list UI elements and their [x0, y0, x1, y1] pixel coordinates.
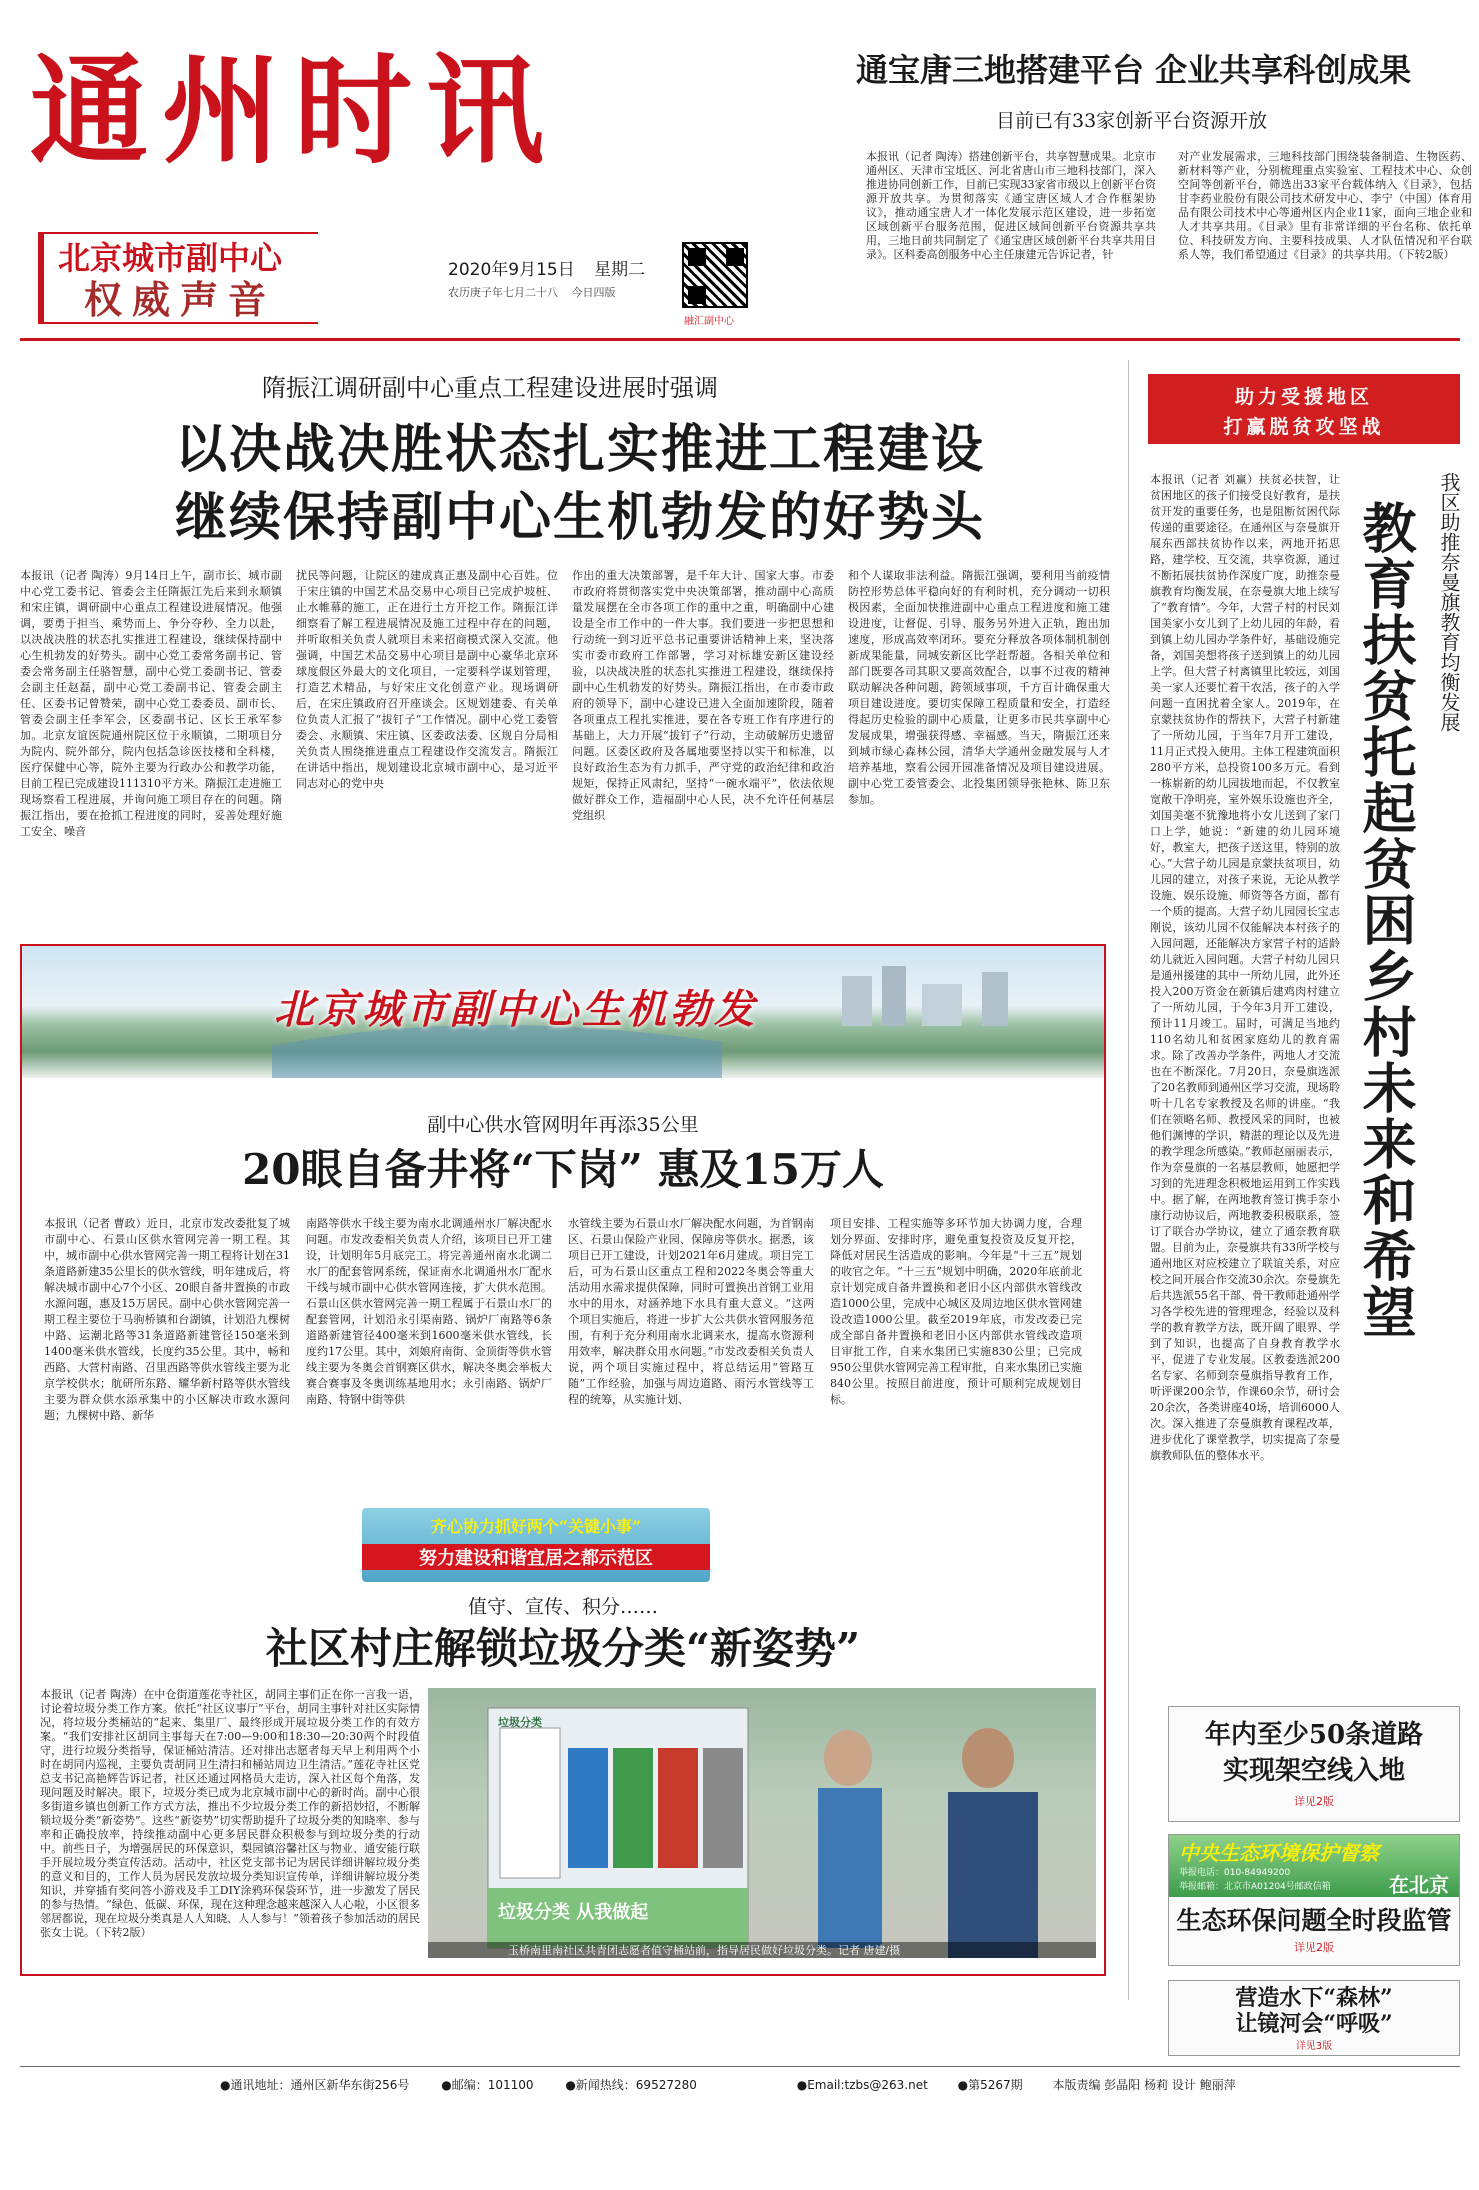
qr-caption: 融汇副中心 [684, 316, 734, 327]
teaser2-phone: 举报电话：010-84949200 [1179, 1868, 1291, 1878]
teaser2-ref: 详见2版 [1294, 1941, 1334, 1954]
footer-rule [20, 2066, 1460, 2067]
teaser-box-3[interactable] [1168, 1980, 1460, 2056]
teaser1-title: 年内至少50条道路实现架空线入地 [1204, 1720, 1424, 1786]
teaser2-mail: 举报邮箱：北京市A01204号邮政信箱 [1179, 1882, 1331, 1892]
banner1-col2: 南路等供水干线主要为南水北调通州水厂解决配水问题。市发改委相关负责人介绍，该项目已开工建设，计划明年5月底完工。将完善通州南水北调二水厂的配套管网系统，保证南水北调通州水厂配水干线与城市副中心供水管网连接，扩大供水范围。石景山区供水管网完善一期工程属于石景山水厂的配套管网，计划沿永引渠南路、锅炉厂南路等6条道路新建管径400毫米到1600毫米供水管线，长度约17公里。其中，刘娘府南街、金顶街等供水管线主要为冬奥会首钢赛区供水，解决冬奥会举板大赛合赛事及冬奥训练基地用水；永引南路、锅炉厂南路、特钢中街等供 [306, 1217, 552, 1406]
banner2-line2: 努力建设和谐宜居之都示范区 [362, 1544, 710, 1570]
footer-address: ●通讯地址：通州区新华东街256号 [220, 2078, 410, 2092]
photo-caption: 玉桥南里南社区共青团志愿者值守桶站前，指导居民做好垃圾分类。记者 唐建/摄 [428, 1942, 1096, 1958]
banner1-kicker: 副中心供水管网明年再添35公里 [427, 1114, 699, 1136]
lead-headline-line1: 以决战决胜状态扎实推进工程建设 [174, 419, 985, 480]
footer-email: ●Email:tzbs@263.net [796, 2078, 928, 2092]
right-body: 本报讯（记者 刘赢）扶贫必扶智，让贫困地区的孩子们接受良好教育，是扶贫开发的重要任务，也是阻断贫困代际传递的重要途径。在通州区与奈曼旗开展东西部扶贫协作以来，两地开拓思路，建学校、互交流，共享资源，通过不断拓展扶贫协作深度广度，助推奈曼旗教育均衡发展，在奈曼旗大地上续写了“教育情”。今年，大营子村的村民刘国美家小女儿到了上幼儿园的年龄，看到镇上幼儿园办学条件好，基础设施完备，刘国美想将孩子送到镇上的幼儿园上学。但大营子村离镇里比较远，刘国美一家人还要忙着干农活，孩子的入学问题一直困扰着全家人。2019年，在京蒙扶贫协作的帮扶下，大营子村新建了一所幼儿园，于当年7月开工建设，11月正式投入使用。主体工程建筑面积280平方米，总投资100多万元。看到一栋崭新的幼儿园拔地而起，不仅教室宽敞干净明亮，室外娱乐设施也齐全，刘国美毫不犹豫地将小女儿送到了家门口上学，她说：“新建的幼儿园环境好，教室大，把孩子送这里，特别的放心。”大营子幼儿园是京蒙扶贫项目，幼儿园的建立，对孩子来说，无论从教学设施、娱乐设施、师资等各方面，都有一个质的提高。大营子幼儿园园长宝志刚说，该幼儿园不仅能解决本村孩子的入园问题，还能解决方家营子村的适龄幼儿就近入园问题。大营子村幼儿园只是通州援建的其中一所幼儿园，此外还投入200万资金在新镇后建鸡肉村建立了一所幼儿园，于今年3月开工建设，预计11月竣工。届时，可满足当地约110名幼儿和贫困家庭幼儿的教育需求。除了改善办学条件，两地人才交流也在不断深化。7月20日，奈曼旗选派了20名教师到通州区学习交流，现场聆听十几名专家教授及名师的讲座。“我们在领略名师、教授风采的同时，也被他们渊博的学识，精湛的理论以及先进的教学理念所感染。”教师赵丽丽表示，作为奈曼旗的一名基层教师，她愿把学习到的先进理念积极地运用到工作实践中。据了解，在两地教育签订携手奈小康行动协议后，两地教委积极联系，签订了联合办学协议，建立了通奈教育联盟。目前为止，奈曼旗共有33所学校与通州地区对应校建立了联谊关系，对应校之间开展合作交流30余次。奈曼旗先后共选派55名干部、骨干教师赴通州学习各学校先进的管理理念，经验以及科学的教育教学方法，既开阔了眼界、学到了知识，也提高了自身教育教学水平，促进了专业发展。区教委选派200名专家、名师到奈曼旗指导教育工作，听评课200余节，作课60余节，研讨会20余次，各类讲座40场，培训6000人次。深入推进了奈曼旗教育课程改革，进步优化了课堂教学，切实提高了奈曼旗教师队伍的整体水平。 [1150, 473, 1340, 1462]
right-banner-line2: 打赢脱贫攻坚战 [1223, 416, 1385, 438]
footer [220, 2076, 1460, 2093]
lead-col3: 作出的重大决策部署，是千年大计、国家大事。市委市政府将贯彻落实党中央决策部署，推动副中心高质量发展摆在全市各项工作的重中之重，明确副中心建设是全市工作中的一件大事。我们要进一步把思想和行动统一到习近平总书记重要讲话精神上来，坚决落实市委市政府工作部署，学习对标雄安新区建设经验，以决战决胜的状态扎实推进工程建设，继续保持副中心生机勃发的好势头。隋振江指出，在市委市政府的领导下，副中心建设已进入全面加速阶段，随着各项重点工程扎实推进，要在各专班工作有序进行的基础上，大力开展“拔钉子”行动，主动破解历史遗留问题。区委区政府及各属地要坚持以实干和标准，以良好政治生态为有力抓手，严守党的政治纪律和政治规矩，保持正风肃纪，坚持“一碗水端平”，依法依规做好群众工作，造福副中心人民，决不允许任何基层党组织 [572, 569, 834, 822]
lunar-date-line [448, 284, 616, 300]
masthead-divider [20, 338, 1460, 341]
footer-hotline: ●新闻热线：69527280 [565, 2078, 697, 2092]
right-banner-line1: 助力受援地区 [1234, 386, 1373, 408]
lead-kicker: 隋振江调研副中心重点工程建设进展时强调 [262, 374, 718, 402]
footer-issue: ●第5267期 [957, 2078, 1023, 2092]
bin-label: 垃圾分类 [498, 1716, 542, 1729]
right-headline: 教育扶贫托起贫困乡村未来和希望 [1354, 500, 1418, 1340]
right-divider [1128, 360, 1129, 2000]
lead-col4: 和个人谋取非法利益。隋振江强调，要利用当前疫情防控形势总体平稳向好的有利时机，充分调动一切积极因素，全面加快推进副中心重点工程进度和施工建设进度，让督促、引导、服务另外进入正轨，跑出加速度，形成高效率闭环。要充分释放各项体制机制创新成果能量，同城安新区比学赶帮超。各相关单位和部门既要各司其职又要高效配合，以事不过夜的精神联动解决各种问题，跨领域事项，千方百计确保重大项目建设进度。要切实保障工程质量和安全，打造经得起历史检验的副中心质量，让更多市民共享副中心发展成果，增强获得感、幸福感。当天，隋振江还来到城市绿心森林公园，清华大学通州金融发展与人才培养基地，察看公园开园准备情况及项目建设进展。副中心党工委管委会、北投集团领导张艳林、陈卫东参加。 [848, 569, 1110, 806]
bin-slogan: 垃圾分类 从我做起 [498, 1902, 649, 1923]
issue-date [448, 255, 645, 280]
slogan-bottom: 权威声音 [84, 277, 277, 322]
weekday: 星期二 [594, 260, 646, 280]
lead-col2: 扰民等问题，让院区的建成真正惠及副中心百姓。位于宋庄镇的中国艺术品交易中心项目已完成护坡桩、止水帷幕的施工，正在进行土方开挖工作。隋振江详细察看了解工程进展情况及施工过程中存在的问题，并听取相关负责人就项目未来招商模式深入交流。他强调，中国艺术品交易中心项目是副中心豪华北京环球度假区外最大的文化项目，一定要科学谋划管理，打造艺术精品，与好宋庄文化创意产业。现场调研后，在宋庄镇政府召开座谈会。区规划建委、有关单位负责人汇报了“拔钉子”工作情况。副中心党工委管委会、永顺镇、宋庄镇、区委政法委、区规自分局相关负责人围绕推进重点工程建设作交流发言。隋振江在讲话中指出，规划建设北京城市副中心，是习近平同志对心的党中央 [296, 569, 558, 790]
top-story-col2: 对产业发展需求，三地科技部门围绕装备制造、生物医药、新材料等产业，分别梳理重点实验室、工程技术中心、众创空间等创新平台，筛选出33家平台载体纳入《目录》，包括甘李药业股份有限公司技术研发中心、李宁（中国）体育用品有限公司技术中心等通州区内企业11家，面向三地企业和人才共享共用。《目录》里有非常详细的平台名称、依托单位、科技研发方向、主要科技成果、人才队伍情况和平台联系人等，我们希望通过《目录》的共享共用。（下转2版） [1178, 150, 1472, 261]
footer-zip: ●邮编：101100 [441, 2078, 534, 2092]
teaser3-title-line2: 让镜河会“呼吸” [1235, 2011, 1393, 2037]
banner2-kicker: 值守、宣传、积分…… [467, 1596, 658, 1618]
top-story-subhead: 目前已有33家创新平台资源开放 [996, 110, 1268, 132]
banner1-headline: 20眼自备井将“下岗” 惠及15万人 [242, 1145, 884, 1194]
teaser1-ref: 详见2版 [1294, 1795, 1334, 1808]
banner2-headline: 社区村庄解锁垃圾分类“新姿势” [265, 1624, 861, 1673]
banner1-col3: 水管线主要为石景山水厂解决配水问题，为首钢南区、石景山保险产业园、保障房等供水。据悉，该项目已开工建设，计划2021年6月建成。项目完工后，可为石景山区重点工程和2022冬奥会等重大活动用水需求提供保障，同时可置换出首钢工业用水中的用水，对涵养地下水具有重大意义。“这两个项目实施后，将进一步扩大公共供水管网服务范围，有利于充分利用南水北调来水，提高水资源利用效率，解决群众用水问题。”市发改委相关负责人说，两个项目实施过程中，将总结运用“管路互随”工作经验，加强与周边道路、雨污水管线等工程的统筹，从实施计划、 [568, 1217, 814, 1406]
slogan-top: 北京城市副中心 [58, 239, 283, 277]
banner1-col4: 项目安排、工程实施等多环节加大协调力度，合理划分界面、安排时序，避免重复投资及反复开挖，降低对居民生活造成的影响。今年是“十三五”规划的收官之年。“十三五”规划中明确，2020年底前北京计划完成自备井置换和老旧小区内部供水管线改造1000公里，完成中心城区及周边地区供水管网建设改造1000公里。截至2019年底，市发改委已完成全部自备井置换和老旧小区内部供水管线改造项目审批工作，自来水集团已实施830公里；已完成950公里供水管网完善工程审批，自来水集团已实施840公里。按照目前进度，预计可顺利完成规划目标。 [830, 1217, 1082, 1406]
qr-code[interactable] [682, 242, 748, 308]
right-kicker: 我区助推奈曼旗教育均衡发展 [1437, 472, 1461, 732]
masthead-title: 通州时讯 [30, 41, 559, 180]
teaser-box-2[interactable] [1168, 1834, 1460, 1966]
lunar-date: 农历庚子年七月二十八 [448, 286, 558, 299]
footer-editor: 本版责编 彭晶阳 杨莉 设计 鲍丽萍 [1052, 2078, 1236, 2092]
lead-col1: 本报讯（记者 陶涛）9月14日上午，副市长、城市副中心党工委书记、管委会主任隋振江先后来到永顺镇和宋庄镇，调研副中心重点工程建设进展情况。他强调，要勇于担当、乘势而上、争分夺秒、全力以赴，以决战决胜的状态扎实推进工程建设，继续保持副中心生机勃发的好势头。副中心党工委常务副书记、管委会常务副主任骆智慧，副中心党工委副书记、管委会副主任赵磊，副中心党工委副书记、管委会副主任、区委书记曾赞荣，副中心党工委委员、副市长、管委会副主任李军会，区委副书记、区长王承军参加。北京友谊医院通州院区位于永顺镇，二期项目分为院内、院外部分，院内包括急诊医技楼和全科楼，医疗保健中心等，院外主要为行政办公和教学功能，目前工程已完成建设111310平方米。隋振江走进施工现场察看工程进展，并询问施工项目存在的问题。隋振江指出，要在抢抓工程进度的同时，妥善处理好施工安全、噪音 [20, 569, 282, 838]
teaser3-title-line1: 营造水下“森林” [1235, 1985, 1393, 2011]
banner1-col1: 本报讯（记者 曹政）近日，北京市发改委批复了城市副中心、石景山区供水管网完善一期工程。其中，城市副中心供水管网完善一期工程将计划在31条道路新建35公里长的供水管线，明年建成后，将解决城市副中心7个小区、20眼自备井置换的市政水源问题，惠及15万居民。副中心供水管网完善一期工程主要位于马驹桥镇和台湖镇，计划沿九棵树中路、运潮北路等31条道路新建管径150毫米到1400毫米供水管线，长度约35公里。其中，畅和西路、大营村南路、召里西路等供水管线主要为北京学校供水；航研所东路、耀华新村路等供水管线主要为群众供水添承集中的小区解决市政水源问题；九棵树中路、新华 [44, 1217, 290, 1422]
teaser-box-1[interactable] [1168, 1706, 1460, 1822]
teaser2-title: 生态环保问题全时段监管 [1176, 1906, 1452, 1935]
teaser2-region: 在北京 [1389, 1873, 1449, 1897]
page-count: 今日四版 [571, 286, 616, 299]
banner1-title: 北京城市副中心生机勃发 [274, 986, 758, 1033]
teaser2-banner-strip [1169, 1835, 1459, 1897]
banner2-line1: 齐心协力抓好两个“关键小事” [430, 1517, 642, 1536]
date: 2020年9月15日 [448, 260, 575, 280]
slogan-box [38, 232, 318, 324]
banner2-col1: 本报讯（记者 陶涛）在中仓街道莲花寺社区，胡同主事们正在你一言我一语，讨论着垃圾分类工作方案。依托“社区议事厅”平台，胡同主事针对社区实际情况，将垃圾分类桶站的“起来、集里厂、最终形成开展垃圾分类工作的有效方案。“我们安排社区胡同主事每天在7:00—9:00和18:30—20:30两个时段值守，进行垃圾分类指导，保证桶站清洁。还对排出志愿者每天早上利用两个小时在胡同内巡视，主要负责胡同卫生清扫和桶站周边卫生清洁。”莲花寺社区党总支书记高艳辉告诉记者，社区还通过网格员大走访，深入社区每个角落，发现问题及时解决。眼下，垃圾分类已成为北京城市副中心的新时尚。副中心很多街道乡镇也创新工作方式方法，推出不少垃圾分类工作的新招妙招，不断解锁垃圾分类“新姿势”。这些“新姿势”切实帮助提升了垃圾分类的知晓率、参与率和正确投放率，持续推动副中心更多居民群众积极参与到垃圾分类的行动中。前些日子，为增强居民的环保意识，梨园镇浴馨社区与物业、通安能行联手开展垃圾分类宣传活动。活动中，社区党支部书记为居民详细讲解垃圾分类的意义和目的，工作人员为居民发放垃圾分类知识宣传单，详细讲解垃圾分类知识，并穿插有奖问答小游戏及手工DIY涂鸦环保袋环节，进一步激发了居民的参与热情。“绿色、低碳、环保，现在这种理念越来越深入人心啦，小区很多邻居都说，现在垃圾分类真是人人知晓、人人参与！”领着孩子参加活动的居民张女士说。（下转2版） [40, 1688, 420, 1939]
top-story-col1: 本报讯（记者 陶涛）搭建创新平台，共享智慧成果。北京市通州区、天津市宝坻区、河北省唐山市三地科技部门，深入推进协同创新工作，目前已实现33家省市级以上创新平台资源开放共享。为贯彻落实《通宝唐区域人才合作框架协议》，推动通宝唐人才一体化发展示范区建设，进一步拓宽区域创新平台服务范围，促进区域间创新平台资源共享共用，三地日前共同制定了《通宝唐区域创新平台共享共用目录》。区科委高创服务中心主任康建元告诉记者，针 [866, 150, 1156, 261]
lead-headline-line2: 继续保持副中心生机勃发的好势头 [174, 487, 985, 548]
teaser3-ref: 详见3版 [1295, 2041, 1333, 2052]
teaser2-banner: 中央生态环境保护督察 [1179, 1841, 1379, 1865]
top-story-headline: 通宝唐三地搭建平台 企业共享科创成果 [856, 51, 1412, 89]
